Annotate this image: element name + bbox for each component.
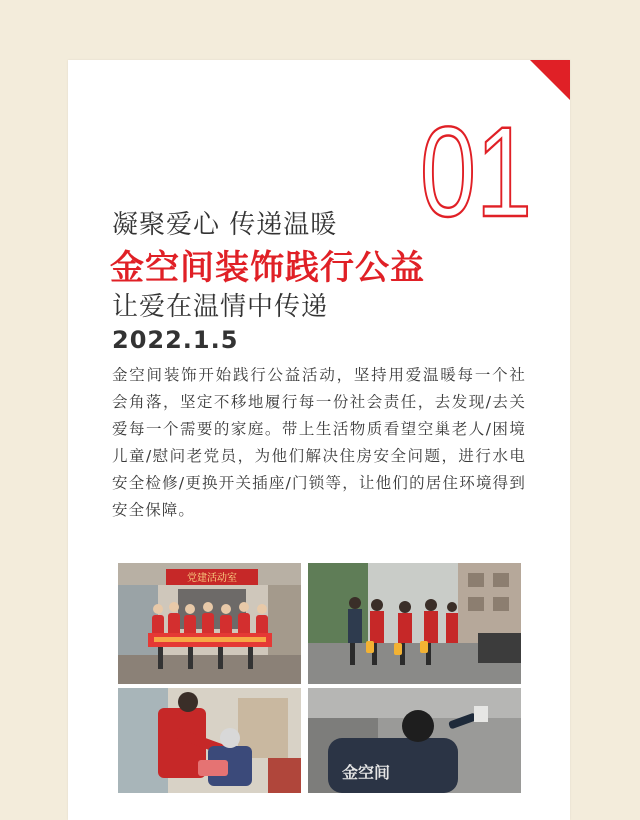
section-number (418, 101, 538, 244)
jacket-logo-text: 金空间 (342, 763, 391, 782)
event-date: 2022.1.5 (112, 326, 239, 354)
section-number-text: 01 (420, 101, 532, 244)
article-body: 金空间装饰开始践行公益活动，坚持用爱温暖每一个社会角落，坚定不移地履行每一份社会责任，去发现/去关爱每一个需要的家庭。带上生活物质看望空巢老人/困境儿童/慰问老党员，为他们解决住房安全问题，进行水电安全检修/更换开关插座/门锁等，让他们的居住环境得到安全保障。 (112, 366, 526, 519)
headline-line-3: 让爱在温情中传递 (112, 292, 329, 322)
photo-volunteers-street (308, 563, 521, 684)
photo-group-activity-room (118, 563, 301, 684)
photo-sign-text: 党建活动室 (187, 573, 237, 584)
photo-electrical-repair (308, 688, 521, 793)
corner-fold (530, 60, 570, 100)
headline-line-1: 凝聚爱心 传递温暖 (112, 210, 338, 240)
article-card (68, 60, 570, 820)
headline-line-2: 金空间装饰践行公益 (110, 248, 425, 288)
photo-visiting-elderly (118, 688, 301, 793)
